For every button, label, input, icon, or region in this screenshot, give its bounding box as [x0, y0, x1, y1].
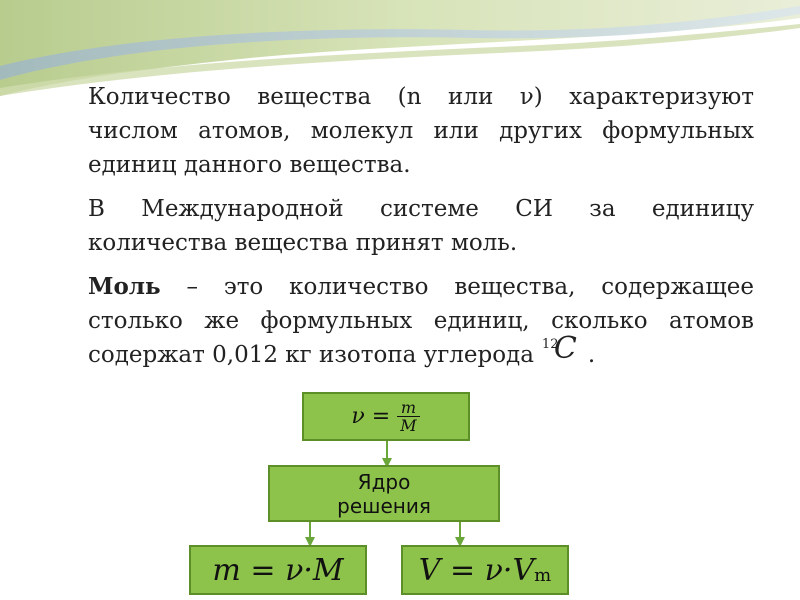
volume-formula-box	[401, 545, 569, 595]
isotope-mass-number: 12	[541, 337, 559, 352]
amount-formula-fraction	[396, 399, 420, 434]
isotope-symbol: C	[553, 331, 577, 366]
mass-formula-text: m = ν·M	[212, 552, 344, 588]
volume-formula-text: V = ν·V	[418, 552, 535, 588]
amount-formula-lhs: ν =	[351, 404, 391, 429]
mole-definition-text: – это количество вещества, содержащее столько же формульных единиц, сколько атомов содержат 0,012 кг изотопа углерода	[88, 274, 754, 368]
definition-text: Количество вещества (n или ν) характеризуют числом атомов, молекул или других формульных единиц данного вещества.	[88, 84, 754, 178]
solution-core-line2: решения	[337, 493, 431, 518]
fraction-numerator: m	[397, 399, 420, 417]
mass-formula-box	[189, 545, 367, 595]
si-unit-text: В Международной системе СИ за единицу количества вещества принят моль.	[88, 196, 754, 256]
solution-core-line1: Ядро	[357, 469, 411, 494]
volume-formula-subscript: m	[534, 564, 552, 586]
fraction-denominator: M	[400, 416, 417, 435]
mole-term: Моль	[88, 273, 161, 300]
amount-formula-box	[302, 392, 470, 441]
solution-core-box	[268, 465, 500, 522]
sentence-period: .	[587, 342, 596, 368]
